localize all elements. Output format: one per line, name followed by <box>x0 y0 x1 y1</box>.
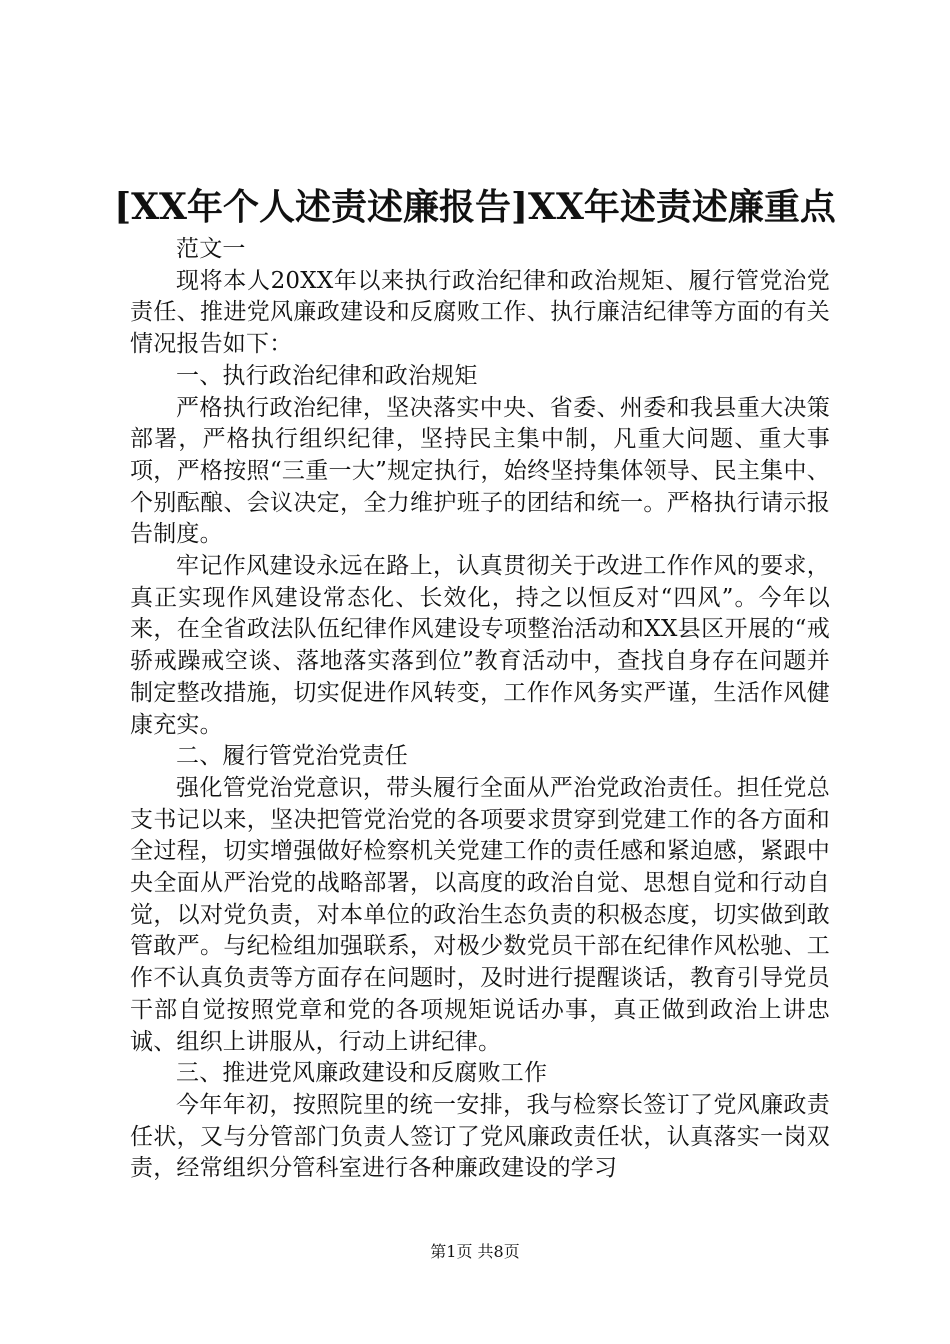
paragraph-heading-sample: 范文一 <box>176 236 246 262</box>
section-heading-2: 二、履行管党治党责任 <box>176 743 408 770</box>
document-title: [XX年个人述责述廉报告]XX年述责述廉重点 <box>114 186 836 228</box>
paragraph-intro: 现将本人20XX年以来执行政治纪律和政治规矩、履行管党治党责任、推进党风廉政建设和反腐败工作、执行廉洁纪律等方面的有关情况报告如下： <box>130 267 830 358</box>
paragraph: 严格执行政治纪律，坚决落实中央、省委、州委和我县重大决策部署，严格执行组织纪律，坚持民主集中制，凡重大问题、重大事项，严格按照“三重一大”规定执行，始终坚持集体领导、民主集中、个别酝酿、会议决定，全力维护班子的团结和统一。严格执行请示报告制度。 <box>130 394 830 548</box>
paragraph: 今年年初，按照院里的统一安排，我与检察长签订了党风廉政责任状，又与分管部门负责人签订了党风廉政责任状，认真落实一岗双责，经常组织分管科室进行各种廉政建设的学习 <box>130 1091 830 1182</box>
paragraph: 强化管党治党意识，带头履行全面从严治党政治责任。担任党总支书记以来，坚决把管党治党的各项要求贯穿到党建工作的各方面和全过程，切实增强做好检察机关党建工作的责任感和紧迫感，紧跟中央全面从严治党的战略部署，以高度的政治自觉、思想自觉和行动自觉，以对党负责，对本单位的政治生态负责的积极态度，切实做到敢管敢严。与纪检组加强联系，对极少数党员干部在纪律作风松驰、工作不认真负责等方面存在问题时，及时进行提醒谈话，教育引导党员干部自觉按照党章和党的各项规矩说话办事，真正做到政治上讲忠诚、组织上讲服从，行动上讲纪律。 <box>130 774 830 1055</box>
section-heading-1: 一、执行政治纪律和政治规矩 <box>176 362 478 389</box>
section-heading-3: 三、推进党风廉政建设和反腐败工作 <box>176 1060 548 1087</box>
document-body <box>130 234 830 1185</box>
page-footer: 第1页 共8页 <box>430 1242 520 1261</box>
paragraph: 牢记作风建设永远在路上，认真贯彻关于改进工作作风的要求，真正实现作风建设常态化、长效化，持之以恒反对“四风”。今年以来，在全省政法队伍纪律作风建设专项整治活动和XX县区开展的“戒骄戒躁戒空谈、落地落实落到位”教育活动中，查找自身存在问题并制定整改措施，切实促进作风转变，工作作风务实严谨，生活作风健康充实。 <box>130 553 830 738</box>
